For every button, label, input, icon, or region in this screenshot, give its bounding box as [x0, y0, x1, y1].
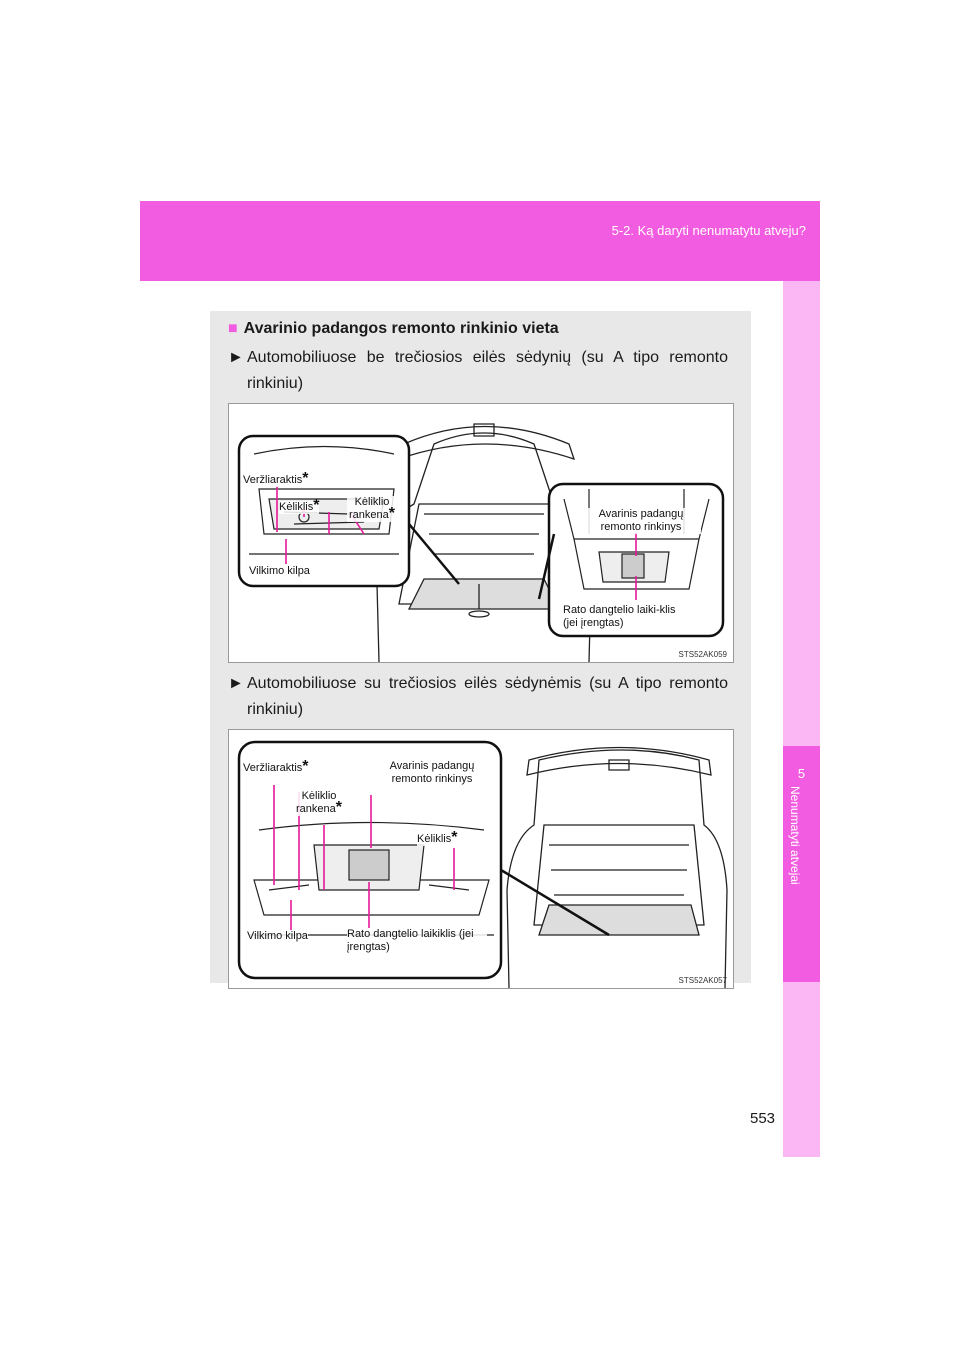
label-jack: Kėliklis*: [279, 497, 320, 514]
figure-code: STS52AK059: [678, 650, 727, 659]
side-tab: [783, 281, 820, 1157]
label-wrench: Veržliaraktis*: [243, 470, 309, 487]
label-cover-holder: Rato dangtelio laiki-klis (jei įrengtas): [563, 604, 693, 630]
triangle-bullet-icon: ►: [228, 349, 244, 366]
figure-with-third-row: [228, 729, 734, 989]
header-band: [140, 201, 820, 281]
label-jack: Kėliklis*: [417, 829, 458, 846]
label-wrench: Veržliaraktis*: [243, 758, 309, 775]
label-tow-hook: Vilkimo kilpa: [249, 565, 310, 577]
chapter-number: 5: [797, 766, 806, 781]
paragraph-text: Automobiliuose su trečiosios eilės sėdynėmis (su A tipo remonto rinkiniu): [247, 675, 728, 718]
paragraph-no-third-row: [228, 345, 728, 397]
section-heading-text: Avarinio padangos remonto rinkinio vieta: [243, 320, 559, 337]
figure-code: STS52AK057: [678, 976, 727, 985]
paragraph-text: Automobiliuose be trečiosios eilės sėdynių (su A tipo remonto rinkiniu): [247, 349, 728, 392]
chapter-title: Nenumatyti atvejai: [788, 786, 802, 885]
paragraph-with-third-row: [228, 671, 728, 723]
page-number: 553: [750, 1110, 776, 1127]
side-tab-active-chapter[interactable]: [783, 746, 820, 982]
header-section-title: 5-2. Ką daryti nenumatytu atveju?: [611, 223, 806, 238]
label-jack-handle: Kėliklio rankena*: [289, 790, 349, 816]
label-tow-hook: Vilkimo kilpa: [247, 930, 308, 942]
triangle-bullet-icon: ►: [228, 675, 244, 692]
figure-no-third-row: [228, 403, 734, 663]
label-jack-handle: Kėliklio rankena*: [349, 496, 395, 522]
label-repair-kit: Avarinis padangų remonto rinkinys: [377, 760, 487, 786]
heading-square-marker: ■: [228, 320, 238, 337]
section-heading: [228, 320, 559, 338]
label-repair-kit: Avarinis padangų remonto rinkinys: [581, 508, 701, 534]
label-cover-holder: Rato dangtelio laikiklis (jei įrengtas): [347, 928, 487, 954]
